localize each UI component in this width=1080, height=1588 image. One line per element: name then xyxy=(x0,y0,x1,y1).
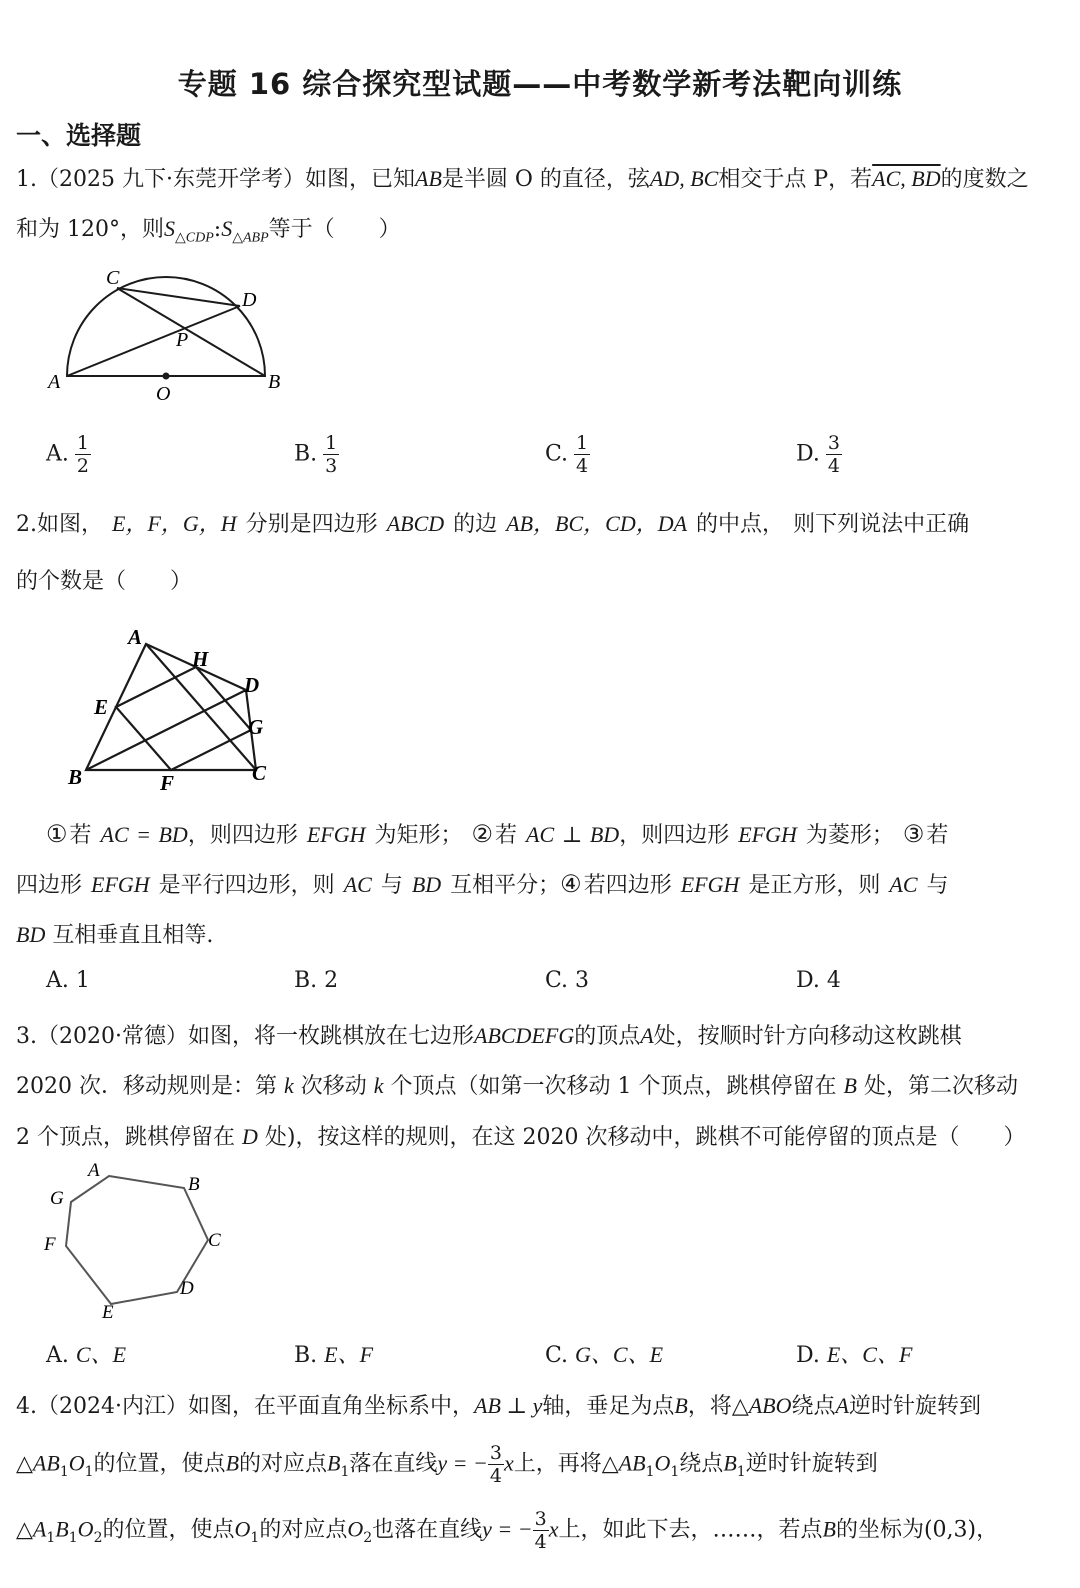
q3-heptagon-figure xyxy=(36,1152,236,1324)
chord-cd xyxy=(117,288,240,306)
q1-semicircle-figure xyxy=(40,262,300,412)
q3-option-d[interactable]: D. E、C、F xyxy=(796,1342,913,1368)
q4-line-3: $\triangle A_1B_1O_2$的位置，使点$O_1$的对应点$O_2$也落在直线y = − $\frac{3}{4}$ x上，如此下去，……，若点B的坐标为(0,3)， xyxy=(16,1508,999,1553)
label-c: C xyxy=(208,1230,221,1251)
label-e: E xyxy=(94,695,109,719)
q2-option-d[interactable]: D. 4 xyxy=(796,968,841,993)
label-b: B xyxy=(268,371,281,393)
label-e: E xyxy=(102,1302,114,1323)
q2-line-1: 2.如图， E，F，G，H 分别是四边形 ABCD 的边 AB，BC，CD，DA 的中点， 则下列说法中正确 xyxy=(16,511,970,537)
label-h: H xyxy=(192,647,209,671)
label-a: A xyxy=(88,1160,100,1181)
label-p: P xyxy=(176,329,189,351)
label-d: D xyxy=(180,1278,194,1299)
q2-line-2: 的个数是（ ） xyxy=(16,569,193,594)
page-title: 专题 16 综合探究型试题——中考数学新考法靶向训练 xyxy=(177,67,903,101)
q2-option-b[interactable]: B. 2 xyxy=(294,968,339,993)
q1-option-b[interactable]: B. $\frac{1}{3}$ xyxy=(294,432,338,477)
chord-ad xyxy=(67,306,240,376)
q2-quadrilateral-figure xyxy=(60,620,280,800)
label-f: F xyxy=(44,1234,56,1255)
q1-line-1: 1.（2025 九下·东莞开学考）如图，已知AB是半圆 O 的直径，弦AD, BC相交于点 P，若AC, BD的度数之 xyxy=(16,166,1029,192)
center-point-o xyxy=(163,373,170,380)
q2-option-a[interactable]: A. 1 xyxy=(46,968,90,993)
label-a: A xyxy=(48,371,61,393)
q3-option-a[interactable]: A. C、E xyxy=(46,1342,127,1368)
q1-option-d[interactable]: D. $\frac{3}{4}$ xyxy=(796,432,840,477)
label-b: B xyxy=(68,765,83,789)
label-a: A xyxy=(128,625,143,649)
q1-option-c[interactable]: C. $\frac{1}{4}$ xyxy=(545,432,589,477)
q3-option-b[interactable]: B. E、F xyxy=(294,1342,374,1368)
q4-line-1: 4.（2024·内江）如图，在平面直角坐标系中，AB ⊥ y轴，垂足为点B，将△ABO绕点A逆时针旋转到 xyxy=(16,1393,981,1419)
q3-line-1: 3.（2020·常德）如图，将一枚跳棋放在七边形ABCDEFG的顶点A处，按顺时针方向移动这枚跳棋 xyxy=(16,1023,962,1049)
q2-option-c[interactable]: C. 3 xyxy=(545,968,590,993)
label-f: F xyxy=(160,771,175,795)
q3-option-c[interactable]: C. G、C、E xyxy=(545,1342,664,1368)
q2-statements-line-2: 四边形 EFGH 是平行四边形，则 AC 与 BD 互相平分；④若四边形 EFGH 是正方形，则 AC 与 xyxy=(16,870,949,898)
q3-line-3: 2 个顶点，跳棋停留在 D 处)，按这样的规则，在这 2020 次移动中，跳棋不可能停留的顶点是（ ） xyxy=(16,1124,1026,1150)
label-g: G xyxy=(50,1188,64,1209)
label-d: D xyxy=(242,289,257,311)
q1-line-2: 和为 120°，则$S_{\triangle CDP}:S_{\triangle ABP}$等于（ ） xyxy=(16,216,401,246)
label-c: C xyxy=(252,761,267,785)
label-b: B xyxy=(188,1174,200,1195)
q1-option-a[interactable]: A. $\frac{1}{2}$ xyxy=(46,432,89,477)
section-heading: 一、选择题 xyxy=(16,121,142,150)
q4-line-2: $\triangle AB_1O_1$的位置，使点B的对应点$B_1$落在直线y = − $\frac{3}{4}$ x上，再将$\triangle AB_1O_1$绕点$B_1$逆时针旋转到 xyxy=(16,1442,878,1487)
q2-statements-line-1: ①若 AC = BD，则四边形 EFGH 为矩形； ②若 AC ⊥ BD，则四边形 EFGH 为菱形； ③若 xyxy=(46,820,949,848)
label-o: O xyxy=(156,383,171,405)
arc-labels: AC, BD xyxy=(872,166,941,191)
q2-statements-line-3: BD 互相垂直且相等. xyxy=(16,922,214,948)
label-d: D xyxy=(244,673,260,697)
label-c: C xyxy=(106,267,120,289)
semicircle-outline xyxy=(67,277,265,376)
label-g: G xyxy=(248,715,264,739)
q3-line-2: 2020 次．移动规则是：第 k 次移动 k 个顶点（如第一次移动 1 个顶点，跳棋停留在 B 处，第二次移动 xyxy=(16,1073,1018,1099)
